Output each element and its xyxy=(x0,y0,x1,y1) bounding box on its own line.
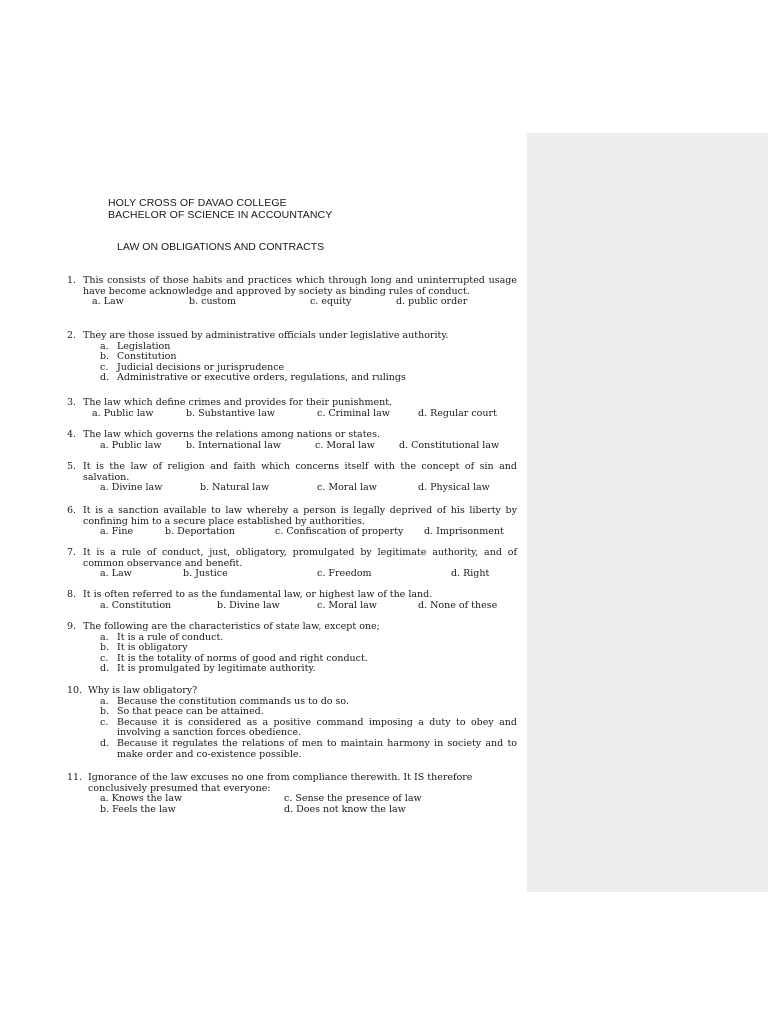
options-row xyxy=(67,601,517,612)
options-list xyxy=(67,342,517,384)
question-11 xyxy=(67,773,517,815)
document-header xyxy=(108,197,332,221)
question-2 xyxy=(67,331,517,384)
options-row xyxy=(67,441,517,452)
option: c. Freedom xyxy=(317,568,372,580)
option: a. Law xyxy=(100,568,132,580)
question-number: 10. xyxy=(67,685,83,696)
program-name: BACHELOR OF SCIENCE IN ACCOUNTANCY xyxy=(108,209,333,221)
option: b. Constitution xyxy=(100,351,177,363)
question-5 xyxy=(67,462,517,494)
question-number: 3. xyxy=(67,397,77,408)
question-7 xyxy=(67,548,517,580)
question-text: It is often referred to as the fundamental law, or highest law of the land. xyxy=(83,589,433,600)
option: a. Constitution xyxy=(100,599,172,611)
subject-title: LAW ON OBLIGATIONS AND CONTRACTS xyxy=(117,241,325,253)
option: b. Natural law xyxy=(200,482,270,494)
option: d. Constitutional law xyxy=(399,439,500,451)
options-row xyxy=(67,409,517,420)
option: c. Moral law xyxy=(317,482,377,494)
question-number: 11. xyxy=(67,772,83,783)
option: a. It is a rule of conduct. xyxy=(100,631,224,643)
question-4 xyxy=(67,430,517,451)
option: b. Feels the law xyxy=(100,803,176,815)
option: d. Does not know the law xyxy=(284,803,406,815)
question-number: 4. xyxy=(67,429,77,440)
question-10 xyxy=(67,686,517,760)
comment-pane xyxy=(527,133,768,892)
option: d. Physical law xyxy=(418,482,490,494)
option: a. Public law xyxy=(100,439,162,451)
question-text: They are those issued by administrative officials under legislative authority. xyxy=(83,330,449,341)
option: b. It is obligatory xyxy=(100,642,188,654)
option: a. Law xyxy=(92,296,124,308)
options-row xyxy=(67,297,517,308)
option: d. Because it regulates the relations of men to maintain harmony in society and to make order and co-existence possible. xyxy=(100,737,517,760)
question-text: It is the law of religion and faith which concerns itself with the concept of sin and salvation. xyxy=(83,461,517,483)
question-number: 8. xyxy=(67,589,77,600)
options-row xyxy=(67,805,517,816)
question-text: The law which governs the relations among nations or states. xyxy=(83,429,381,440)
question-text: This consists of those habits and practices which through long and uninterrupted usage have become acknowledge and approved by society as binding rules of conduct. xyxy=(83,275,517,297)
option: c. It is the totality of norms of good and right conduct. xyxy=(100,652,368,664)
option: c. Moral law xyxy=(315,439,375,451)
option: b. International law xyxy=(186,439,282,451)
options-list xyxy=(67,633,517,675)
option: b. So that peace can be attained. xyxy=(100,706,264,718)
question-number: 9. xyxy=(67,621,77,632)
question-1 xyxy=(67,276,517,308)
question-text: Why is law obligatory? xyxy=(88,685,198,696)
option: d. None of these xyxy=(418,599,498,611)
question-9 xyxy=(67,622,517,675)
options-row xyxy=(67,569,517,580)
question-text: It is a sanction available to law whereby a person is legally deprived of his liberty by confining him to a secure place established by authorities. xyxy=(83,505,517,527)
question-number: 6. xyxy=(67,505,77,516)
option: b. Divine law xyxy=(217,599,280,611)
option: b. Deportation xyxy=(165,526,235,538)
option: c. Moral law xyxy=(317,599,377,611)
options-list xyxy=(67,697,517,761)
option: a. Knows the law xyxy=(100,793,183,805)
option: d. It is promulgated by legitimate authority. xyxy=(100,663,316,675)
option: b. custom xyxy=(189,296,236,308)
options-row xyxy=(67,527,517,538)
option: a. Legislation xyxy=(100,340,171,352)
option: a. Divine law xyxy=(100,482,163,494)
option: c. Judicial decisions or jurisprudence xyxy=(100,361,285,373)
option: b. Justice xyxy=(183,568,228,580)
question-number: 1. xyxy=(67,275,77,286)
option: b. Substantive law xyxy=(186,407,276,419)
option: c. Criminal law xyxy=(317,407,390,419)
question-text: The law which define crimes and provides for their punishment. xyxy=(83,397,393,408)
option: c. Because it is considered as a positive command imposing a duty to obey and involving a sanction forces obedience. xyxy=(100,716,517,739)
question-3 xyxy=(67,398,517,419)
question-text: The following are the characteristics of state law, except one; xyxy=(83,621,380,632)
option: d. Administrative or executive orders, regulations, and rulings xyxy=(100,372,406,384)
option: c. equity xyxy=(310,296,352,308)
question-number: 7. xyxy=(67,547,77,558)
option: c. Sense the presence of law xyxy=(284,793,422,805)
option: d. Regular court xyxy=(418,407,497,419)
school-name: HOLY CROSS OF DAVAO COLLEGE xyxy=(108,197,287,209)
question-text: Ignorance of the law excuses no one from compliance therewith. It IS therefore conclusively presumed that everyone: xyxy=(88,772,473,794)
option: a. Fine xyxy=(100,526,134,538)
question-6 xyxy=(67,506,517,538)
question-number: 5. xyxy=(67,461,77,472)
question-number: 2. xyxy=(67,330,77,341)
option: d. public order xyxy=(396,296,468,308)
option: a. Public law xyxy=(92,407,154,419)
option: c. Confiscation of property xyxy=(275,526,404,538)
option: a. Because the constitution commands us to do so. xyxy=(100,695,349,707)
option: d. Imprisonment xyxy=(424,526,504,538)
question-8 xyxy=(67,590,517,611)
question-text: It is a rule of conduct, just, obligatory, promulgated by legitimate authority, and of common observance and benefit. xyxy=(83,547,517,569)
options-row xyxy=(67,483,517,494)
option: d. Right xyxy=(451,568,490,580)
